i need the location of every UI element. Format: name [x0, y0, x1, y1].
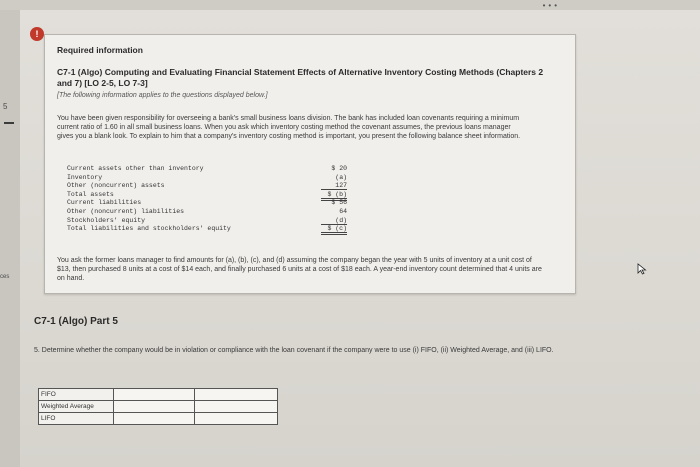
balance-sheet-label: Current assets other than inventory [67, 165, 204, 172]
table-row [39, 389, 278, 401]
row-label-fifo: FIFO [39, 389, 114, 401]
table-row [39, 401, 278, 413]
required-information-panel [44, 34, 576, 294]
balance-sheet-row [67, 182, 347, 191]
balance-sheet-row [67, 217, 347, 226]
row-label-weighted-average: Weighted Average [39, 401, 114, 413]
weighted-average-input-cell[interactable] [114, 401, 195, 413]
section-title: C7-1 (Algo) Computing and Evaluating Financial Statement Effects of Alternative Inventory Costing Methods (Chapters 2 and 7) [LO 2-5, LO 7-3] [57, 67, 544, 88]
balance-sheet-label: Other (noncurrent) liabilities [67, 207, 185, 215]
panel-title: Required information [57, 45, 143, 55]
left-sidebar [0, 10, 20, 467]
balance-sheet-label: Other (noncurrent) assets [67, 182, 165, 190]
balance-sheet-label: Stockholders' equity [67, 216, 146, 224]
mouse-cursor-icon [637, 263, 647, 275]
balance-sheet-value: $ 20 [331, 165, 347, 172]
balance-sheet-row [67, 225, 347, 234]
answer-table [38, 388, 278, 425]
balance-sheet-label: Total assets [67, 190, 114, 198]
balance-sheet-row [67, 199, 347, 208]
table-row [39, 413, 278, 425]
balance-sheet-value: $ (b) [321, 191, 347, 201]
balance-sheet-value: $ (c) [321, 225, 347, 235]
question-text: 5. Determine whether the company would be in violation or compliance with the loan covenant if the company were to use (i) FIFO, (ii) Weighted Average, and (iii) LIFO. [34, 347, 554, 354]
instruction-note: [The following information applies to the questions displayed below.] [57, 92, 268, 99]
balance-sheet-label: Current liabilities [67, 199, 142, 207]
fifo-result-cell[interactable] [195, 389, 278, 401]
balance-sheet-value: $ 56 [331, 199, 347, 207]
lifo-input-cell[interactable] [114, 413, 195, 425]
intro-paragraph: You have been given responsibility for overseeing a bank's small business loans division. The bank has included loan covenants requiring a minimum current ratio of 1.60 in all small business loans. When you ask which inventory costing method the covenant assumes, the previous loans manager gives you a blank look. To explain to him that a company's inventory costing method is important, you present the following balance sheet information. [57, 115, 521, 140]
balance-sheet-value: (d) [321, 217, 347, 225]
balance-sheet-label: Inventory [67, 173, 103, 181]
sidebar-label[interactable]: ces [0, 274, 10, 280]
balance-sheet [67, 165, 347, 234]
more-dots-icon[interactable]: ••• [542, 1, 560, 10]
weighted-average-result-cell[interactable] [195, 401, 278, 413]
part-title: C7-1 (Algo) Part 5 [34, 316, 118, 327]
top-bar [0, 0, 700, 10]
scenario-paragraph: You ask the former loans manager to find amounts for (a), (b), (c), and (d) assuming the company began the year with 5 units of inventory at a unit cost of $13, then purchased 8 units at a cost of $14 each, and finally purchased 6 units at a cost of $18 each. A year-end inventory count determined that 4 units are on hand. [57, 257, 542, 282]
balance-sheet-label: Total liabilities and stockholders' equity [67, 225, 231, 233]
balance-sheet-row [67, 174, 347, 183]
balance-sheet-value: (a) [335, 173, 347, 181]
lifo-result-cell[interactable] [195, 413, 278, 425]
sidebar-active-marker [4, 122, 14, 124]
balance-sheet-row [67, 165, 347, 174]
sidebar-number[interactable]: 5 [3, 102, 8, 111]
balance-sheet-row [67, 208, 347, 217]
balance-sheet-row [67, 191, 347, 200]
alert-icon: ! [30, 27, 44, 41]
row-label-lifo: LIFO [39, 413, 114, 425]
balance-sheet-value: 64 [339, 207, 347, 215]
balance-sheet-value: 127 [321, 182, 347, 190]
fifo-input-cell[interactable] [114, 389, 195, 401]
